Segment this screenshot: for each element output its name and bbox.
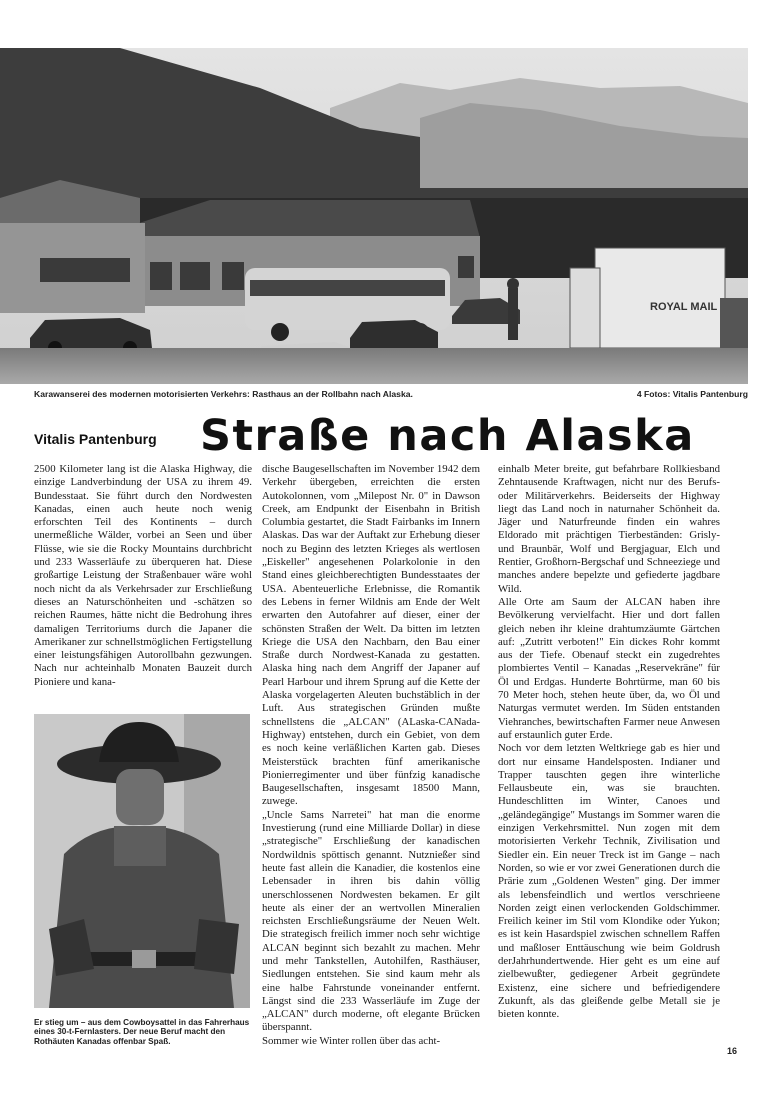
- article-title: Straße nach Alaska: [200, 411, 695, 461]
- article-column-1: [34, 463, 252, 689]
- paragraph: einhalb Meter breite, gut befahrbare Rollkiesband Zehntausende Kraftwagen, nicht nur des Berufs- oder Militärverkehrs. Beiderseits der Highway liegt das Land noch in naturnaher Schönheit da. Jäger und Naturfreunde finden ein wahres Eldorado mit prächtigen Tierbeständen: Grisly- und Braunbär, Wolf und Bergjaguar, Elch und Rentier, Großhorn-Bergschaf und Schneeziege und manches andere bepelzte und gefiederte jagdbare Wild.: [498, 463, 720, 595]
- portrait-caption: Er stieg um – aus dem Cowboysattel in das Fahrerhaus eines 30-t-Fernlasters. Der neue Beruf macht den Rothäuten Kanadas offenbar Spaß.: [34, 1018, 250, 1046]
- hero-photo-roadhouse: [0, 48, 748, 384]
- hero-caption-row: [34, 389, 748, 403]
- paragraph: Sommer wie Winter rollen über das acht-: [262, 1034, 441, 1047]
- article-author: Vitalis Pantenburg: [34, 431, 157, 447]
- paragraph: Noch vor dem letzten Weltkriege gab es hier und dort nur einsame Handelsposten. Indianer und Trapper tauschten gegen ihre winterliche Fellausbeute ein, was sie brauchten. Hundeschlitten im Winter, Canoes und „geländegängige" Mustangs im Sommer waren die einzigen Verkehrsmittel. Nun zogen mit dem motorisierten Verkehr Technik, Zivilisation und Siedler ein. Ein neuer Treck ist im Gange – nach Norden, so wie er vor zwei Generationen durch die Prärie zum „Goldenen Westen" ging. Der immer als lebensfeindlich und wertlos verschrieene Norden zeigt einen verlockenden Goldschimmer. Freilich keiner im Stil vom Klondike oder Yukon; es ist kein Hasardspiel zwischen schnellem Raffen und maßloser Enttäuschung wie beim Goldrush derJahrhundertwende. Hier geht es um eine auf zielbewußter, gediegener Arbeit gegründete Existenz, eine sichere und befriedigendere Zukunft, als das gleißende gelbe Metall sie je bieten konnte.: [498, 742, 720, 1021]
- article-column-3: [498, 463, 720, 1021]
- paragraph: dische Baugesellschaften im November 1942 dem Verkehr übergeben, erreichten die ersten Autokolonnen, vom „Milepost Nr. 0" in Dawson Creek, am Endpunkt der Eisenbahn in British Columbia gestartet, die Stadt Fairbanks im Innern Alaskas. Das war der Auftakt zur Erhebung dieser noch zu Beginn des letzten Krieges als wertlosen „Eiskeller" angesehenen Polarkolonie in den Stand eines gleichberechtigten Bundesstaates der USA. Abenteuerliche Erlebnisse, die Romantik des Lebens in ferner Wildnis am Ende der Welt erwarten den Autofahrer auf dieser, einer der schönsten Straßen der Welt. Da bitten im letzten Kriege die USA den Nachbarn, den Bau einer Straße durch Nordwest-Kanada zu gestatten. Alaska hing nach dem Angriff der Japaner auf Pearl Harbour und ihrem Sprung auf die Kette der Alaska vorgelagerten Aleuten buchstäblich in der Luft. Aus strategischen Gründen mußte schnellstens die „ALCAN" (ALaska-CANada-Highway) entstehen, durch ein Gebiet, von dem es noch keine verläßlichen Karten gab. Dieses Meisterstück brachten fünf amerikanische Pionierregimenter und über fünfzig kanadische Baugesellschaften, insgesamt 18500 Mann, zuwege.: [262, 463, 480, 808]
- truck-sign: ROYAL MAIL: [650, 301, 718, 313]
- paragraph: Alle Orte am Saum der ALCAN haben ihre Bevölkerung vervielfacht. Hier und dort fallen gleich neben ihr kleine drahtumzäumte Gärtchen auf: „Zutritt verboten!" Ein dickes Rohr kommt aus der Tiefe. Obenauf steckt ein zugedrehtes plombiertes Ventil – Kanadas „Reservekräne" für Öl und Erdgas. Hunderte Bohrtürme, man 60 bis 70 Meter hoch, stehen heute über, da, wo Öl und Naturgas vermutet werden. Im Süden entstanden Viehranches, bewirtschaften Farmer neue Anwesen auf erstaunlich guter Erde.: [498, 595, 720, 741]
- portrait-photo-illustration: [34, 714, 250, 1008]
- portrait-photo-cowboy: [34, 714, 250, 1008]
- hero-photo-illustration: [0, 48, 748, 384]
- page-number: 16: [727, 1046, 738, 1056]
- hero-caption: Karawanserei des modernen motorisierten Verkehrs: Rasthaus an der Rollbahn nach Alaska.: [34, 389, 413, 399]
- article-column-2: [262, 463, 480, 1048]
- paragraph: „Uncle Sams Narretei" hat man die enorme Investierung (rund eine Milliarde Dollar) in diese „strategische" Erschließung der kanadischen Nordwildnis spöttisch genannt. Nutznießer sind heute fast allein die Kanadier, die kostenlos eine Lebensader in ihren bis dahin völlig unerschlossenen Nordwesten bekamen. Er gilt heute als einer der an wertvollen Mineralien reichsten Erschließungsräume der Neuen Welt. Die strategisch freilich immer noch sehr wichtige ALCAN beginnt sich bezahlt zu machen. Mehr und mehr Tankstellen, Autohilfen, Rasthäuser, Siedlungen entstehen. Sie sind kaum mehr als eine halbe Fahrstunde voneinander entfernt. Längst sind die 233 Wasserläufe im Zuge der „ALCAN" durch moderne, oft elegante Brücken überspannt.: [262, 808, 480, 1034]
- photo-credit: 4 Fotos: Vitalis Pantenburg: [636, 389, 748, 399]
- paragraph: 2500 Kilometer lang ist die Alaska Highway, die einzige Landverbindung der USA zu ihrem 49. Bundesstaat. Sie führt durch den Nordwesten Kanadas, einen auch heute noch wenig erforschten Teil des Kontinents – durch unermeßliche Wälder, vorbei an Seen und über Flüsse, wie sie die Rocky Mountains durchbricht und 233 Wasserläufe zu überqueren hat. Diese großartige Leistung der Straßenbauer wäre wohl noch nicht da als Verkehrsader zur Erschließung dieses an Naturschönheiten und -schätzen so reichen Raumes, hätte nicht die Bedrohung ihres damaligen Territoriums durch die Japaner die Amerikaner zur schnellstmöglichen Fertigstellung einer leistungsfähigen Autorollbahn gezwungen. Nach nur achteinhalb Monaten Bauzeit durch Pioniere und kana-: [34, 463, 252, 688]
